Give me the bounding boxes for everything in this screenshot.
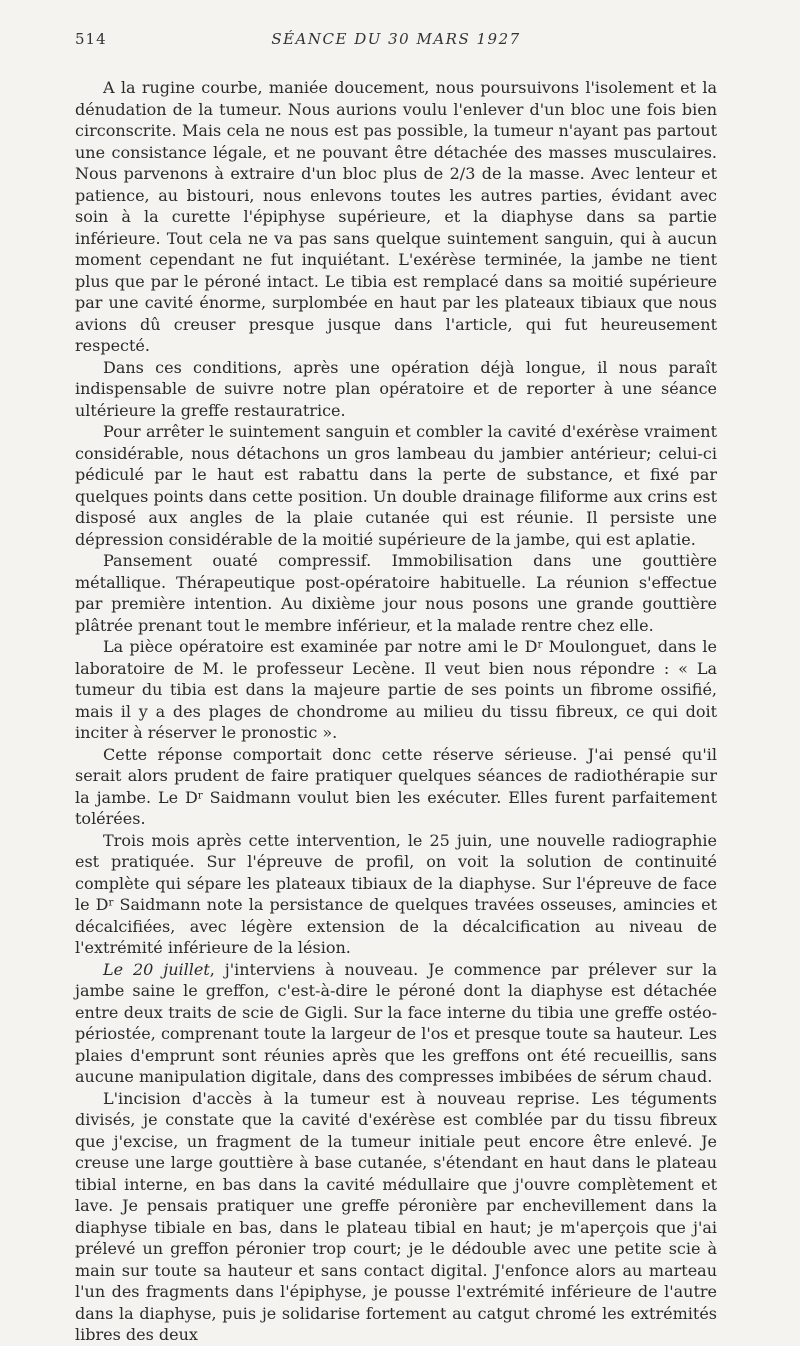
text-run: Saidmann voulut bien les exécuter. Elles furent parfaitement tolérées.	[75, 787, 717, 828]
text-run: Trois mois après cette intervention, le 25 juin, une nouvelle radiographie est pratiquée. Sur l'épreuve de profil, on voit la solution de continuité complète qui sépare les plateaux tibiaux de la diaphyse. Sur l'épreuve de face le D	[75, 830, 717, 914]
body-text	[75, 77, 717, 1346]
text-run: Saidmann note la persistance de quelques travées osseuses, amincies et décalcifiées, avec légère extension de la décalcification au niveau de l'extrémité inférieure de la lésion.	[75, 895, 717, 957]
paragraph: Pour arrêter le suintement sanguin et combler la cavité d'exérèse vraiment considérable, nous détachons un gros lambeau du jambier antérieur; celui-ci pédiculé par le haut est rabattu dans la perte de substance, et fixé par quelques points dans cette position. Un double drainage filiforme aux crins est disposé aux angles de la plaie cutanée qui est réunie. Il persiste une dépression considérable de la moitié supérieure de la jambe, qui est aplatie.	[75, 422, 717, 549]
date-italic: Le 20 juillet	[103, 959, 210, 979]
paragraph	[75, 744, 717, 830]
paragraph: L'incision d'accès à la tumeur est à nouveau reprise. Les téguments divisés, je constate que la cavité d'exérèse est comblée par du tissu fibreux que j'excise, un fragment de la tumeur initiale peut encore être enlevé. Je creuse une large gouttière à base cutanée, s'étendant en haut dans le plateau tibial interne, en bas dans la cavité médullaire que j'ouvre complètement et lave. Je pensais pratiquer une greffe péronière par enchevillement dans la diaphyse tibiale en bas, dans le plateau tibial en haut; je m'aperçois que j'ai prélevé un greffon péronier trop court; je le dédouble avec une petite scie à main sur toute sa hauteur et sans contact digital. J'enfonce alors au marteau l'un des fragments dans l'épiphyse, je pousse l'extrémité inférieure de l'autre dans la diaphyse, puis je solidarise fortement au catgut chromé les extrémités libres des deux	[75, 1088, 717, 1344]
text-run: Moulonguet, dans le laboratoire de M. le professeur Lecène. Il veut bien nous répondre : « La tumeur du tibia est dans la majeure partie de ses points un fibrome ossifié, mais il y a des plages de chondrome au milieu du tissu fibreux, ce qui doit inciter à réserver le pronostic ».	[75, 637, 718, 742]
running-title: SÉANCE DU 30 MARS 1927	[271, 30, 521, 48]
text-run: La pièce opératoire est examinée par notre ami le D	[103, 637, 538, 656]
paragraph: A la rugine courbe, maniée doucement, nous poursuivons l'isolement et la dénudation de la tumeur. Nous aurions voulu l'enlever d'un bloc une fois bien circonscrite. Mais cela ne nous est pas possible, la tumeur n'ayant pas partout une consistance légale, et ne pouvant être détachée des masses musculaires. Nous parvenons à extraire d'un bloc plus de 2/3 de la masse. Avec lenteur et patience, au bistouri, nous enlevons toutes les autres parties, évidant avec soin à la curette l'épiphyse supérieure, et la diaphyse dans sa partie inférieure. Tout cela ne va pas sans quelque suintement sanguin, qui à aucun moment cependant ne fut inquiétant. L'exérèse terminée, la jambe ne tient plus que par le péroné intact. Le tibia est remplacé dans sa moitié supérieure par une cavité énorme, surplombée en haut par les plateaux tibiaux que nous avions dû creuser presque jusque dans l'article, qui fut heureusement respecté.	[75, 78, 717, 355]
superscript: r	[537, 638, 543, 651]
page-number: 514	[75, 30, 107, 48]
paragraph: Pansement ouaté compressif. Immobilisation dans une gouttière métallique. Thérapeutique post-opératoire habituelle. La réunion s'effectue par première intention. Au dixième jour nous posons une grande gouttière plâtrée prenant tout le membre inférieur, et la malade rentre chez elle.	[75, 551, 717, 635]
paragraph	[75, 636, 717, 744]
page-header	[75, 30, 717, 54]
paragraph: Dans ces conditions, après une opération déjà longue, il nous paraît indispensable de suivre notre plan opératoire et de reporter à une séance ultérieure la greffe restauratrice.	[75, 357, 717, 420]
superscript: r	[108, 896, 114, 909]
paragraph	[75, 830, 717, 959]
paragraph	[75, 959, 717, 1088]
superscript: r	[197, 788, 203, 801]
text-run: Cette réponse comportait donc cette réserve sérieuse. J'ai pensé qu'il serait alors prudent de faire pratiquer quelques séances de radiothérapie sur la jambe. Le D	[75, 744, 717, 807]
text-run: , j'interviens à nouveau. Je commence par prélever sur la jambe saine le greffon, c'est-à-dire le péroné dont la diaphyse est détachée entre deux traits de scie de Gigli. Sur la face interne du tibia une greffe ostéo-périostée, comprenant toute la largeur de l'os et presque toute sa hauteur. Les plaies d'emprunt sont réunies après que les greffons ont été recueillis, sans aucune manipulation digitale, dans des compresses imbibées de sérum chaud.	[75, 959, 717, 1086]
